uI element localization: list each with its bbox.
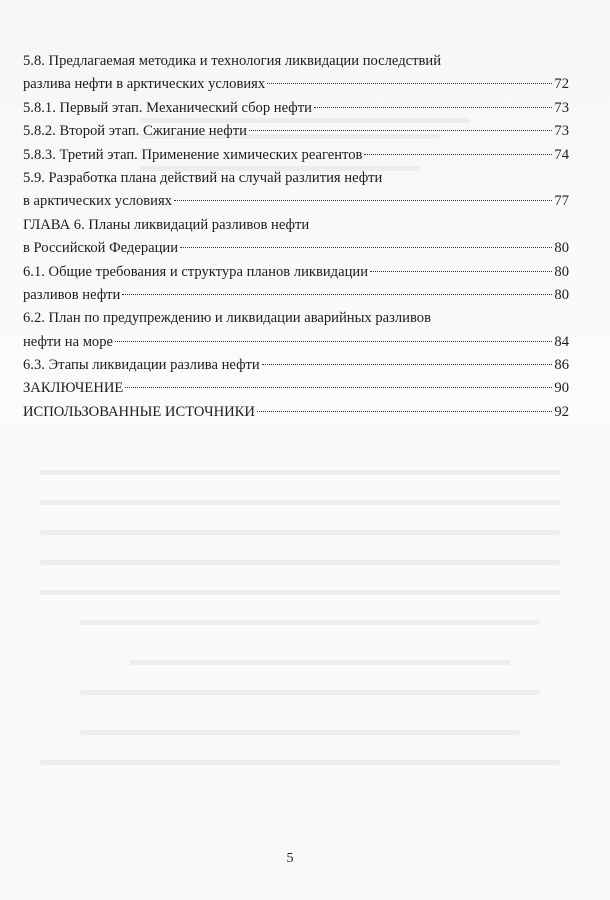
dot-leader <box>122 294 552 295</box>
dot-leader <box>364 154 552 155</box>
toc-entry-title: 5.8.2. Второй этап. Сжигание нефти <box>23 123 247 140</box>
bleed-through-line <box>40 560 560 565</box>
toc-entry-title: 6.3. Этапы ликвидации разлива нефти <box>23 357 260 374</box>
toc-entry-line <box>23 401 569 424</box>
bleed-through-line <box>40 500 560 505</box>
toc-entry-title: разлива нефти в арктических условиях <box>23 76 266 93</box>
toc-page-number: 73 <box>554 99 569 116</box>
toc-page-number: 86 <box>554 357 569 374</box>
dot-leader <box>115 341 552 342</box>
toc-chapter-title: ЗАКЛЮЧЕНИЕ <box>23 380 124 397</box>
toc-page-number: 90 <box>554 380 569 397</box>
toc-page-number: 77 <box>554 193 569 210</box>
toc-entry-title: нефти на море <box>23 333 113 350</box>
toc-page-number: 92 <box>554 403 569 420</box>
toc-entry-line <box>23 214 569 237</box>
toc-entry-title: 5.8.1. Первый этап. Механический сбор нефти <box>23 99 312 116</box>
table-of-contents <box>23 50 569 424</box>
toc-entry-line <box>23 144 569 167</box>
bleed-through-line <box>40 530 560 535</box>
dot-leader <box>125 387 552 388</box>
toc-entry-line <box>23 190 569 213</box>
dot-leader <box>257 411 552 412</box>
toc-chapter-title: ИСПОЛЬЗОВАННЫЕ ИСТОЧНИКИ <box>23 403 255 420</box>
toc-entry-line <box>23 120 569 143</box>
toc-page-number: 72 <box>554 76 569 93</box>
toc-entry-line <box>23 261 569 284</box>
dot-leader <box>370 271 552 272</box>
toc-entry-line <box>23 237 569 260</box>
dot-leader <box>174 200 552 201</box>
bleed-through-line <box>40 590 560 595</box>
dot-leader <box>267 83 552 84</box>
toc-entry-line <box>23 167 569 190</box>
toc-entry-line <box>23 73 569 96</box>
toc-page-number: 84 <box>554 333 569 350</box>
toc-entry-title: разливов нефти <box>23 286 121 303</box>
dot-leader <box>314 107 553 108</box>
bleed-through-line <box>80 690 540 695</box>
page-number: 5 <box>286 851 294 866</box>
toc-entry-title: в арктических условиях <box>23 193 172 210</box>
toc-chapter-title: в Российской Федерации <box>23 240 179 257</box>
toc-entry-title: 6.1. Общие требования и структура планов ликвидации <box>23 263 369 280</box>
bleed-through-line <box>80 730 520 735</box>
toc-page-number: 74 <box>554 146 569 163</box>
toc-entry-title: 5.8.3. Третий этап. Применение химических реагентов <box>23 146 363 163</box>
toc-entry-line <box>23 97 569 120</box>
dot-leader <box>180 247 552 248</box>
bleed-through-line <box>40 760 560 765</box>
toc-entry-line <box>23 331 569 354</box>
toc-entry-line <box>23 307 569 330</box>
toc-entry-title: 6.2. План по предупреждению и ликвидации аварийных разливов <box>23 310 431 327</box>
toc-entry-line <box>23 377 569 400</box>
toc-page-number: 73 <box>554 123 569 140</box>
toc-page-number: 80 <box>554 286 569 303</box>
bleed-through-line <box>80 620 540 625</box>
toc-entry-line <box>23 284 569 307</box>
toc-page-number: 80 <box>554 263 569 280</box>
bleed-through-line <box>130 660 510 665</box>
toc-entry-line <box>23 354 569 377</box>
dot-leader <box>262 364 553 365</box>
toc-chapter-title: ГЛАВА 6. Планы ликвидаций разливов нефти <box>23 216 310 233</box>
toc-entry-title: 5.8. Предлагаемая методика и технология ликвидации последствий <box>23 53 442 69</box>
toc-entry-title: 5.9. Разработка плана действий на случай разлития нефти <box>23 169 383 186</box>
dot-leader <box>249 130 552 131</box>
toc-page-number: 80 <box>554 240 569 257</box>
bleed-through-line <box>40 470 560 475</box>
toc-entry-line <box>23 50 569 73</box>
